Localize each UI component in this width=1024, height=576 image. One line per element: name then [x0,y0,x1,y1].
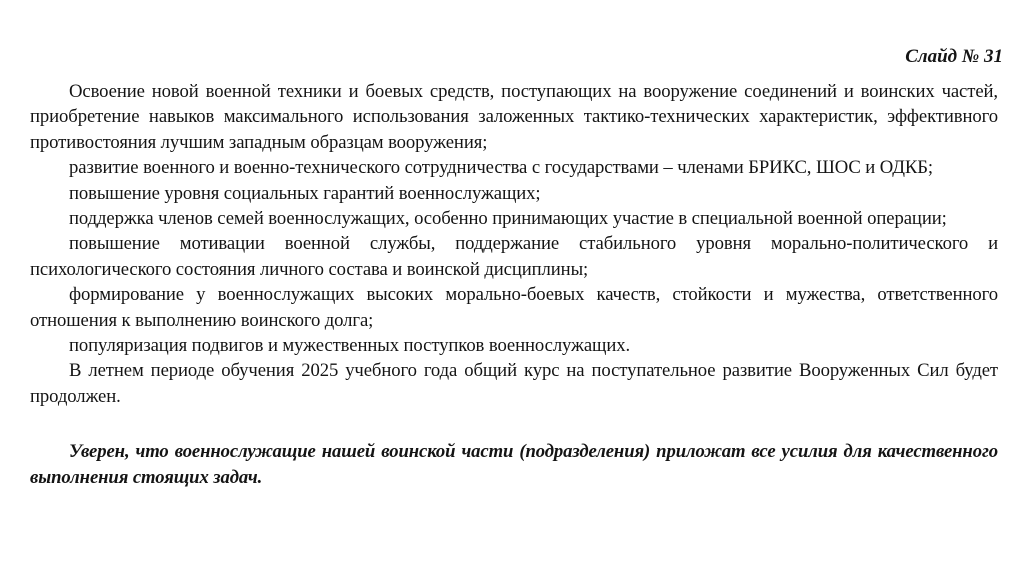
slide-body [30,79,998,490]
slide-number: Слайд № 31 [905,46,1003,67]
conclusion-statement: Уверен, что военнослужащие нашей воинской части (подразделения) приложат все усилия для качественного выполнения стоящих задач. [30,441,998,488]
paragraph-cooperation: развитие военного и военно-технического сотрудничества с государствами – членами БРИКС, ШОС и ОДКБ; [69,157,933,179]
paragraph-military-equipment: Освоение новой военной техники и боевых средств, поступающих на вооружение соединений и воинских частей, приобретение навыков максимального использования заложенных тактико-технических характеристик, эффективного противостояния лучшим западным образцам вооружения; [30,81,998,153]
paragraph-combat-qualities: формирование у военнослужащих высоких морально-боевых качеств, стойкости и мужества, ответственного отношения к выполнению воинского долга; [30,284,998,331]
paragraph-summer-training: В летнем периоде обучения 2025 учебного года общий курс на поступательное развитие Вооруженных Сил будет продолжен. [30,360,998,407]
paragraph-motivation: повышение мотивации военной службы, поддержание стабильного уровня морально-политического и психологического состояния личного состава и воинской дисциплины; [30,233,998,280]
paragraph-family-support: поддержка членов семей военнослужащих, особенно принимающих участие в специальной военной операции; [69,208,947,230]
paragraph-popularization: популяризация подвигов и мужественных поступков военнослужащих. [69,335,631,357]
paragraph-social-guarantees: повышение уровня социальных гарантий военнослужащих; [69,182,541,204]
